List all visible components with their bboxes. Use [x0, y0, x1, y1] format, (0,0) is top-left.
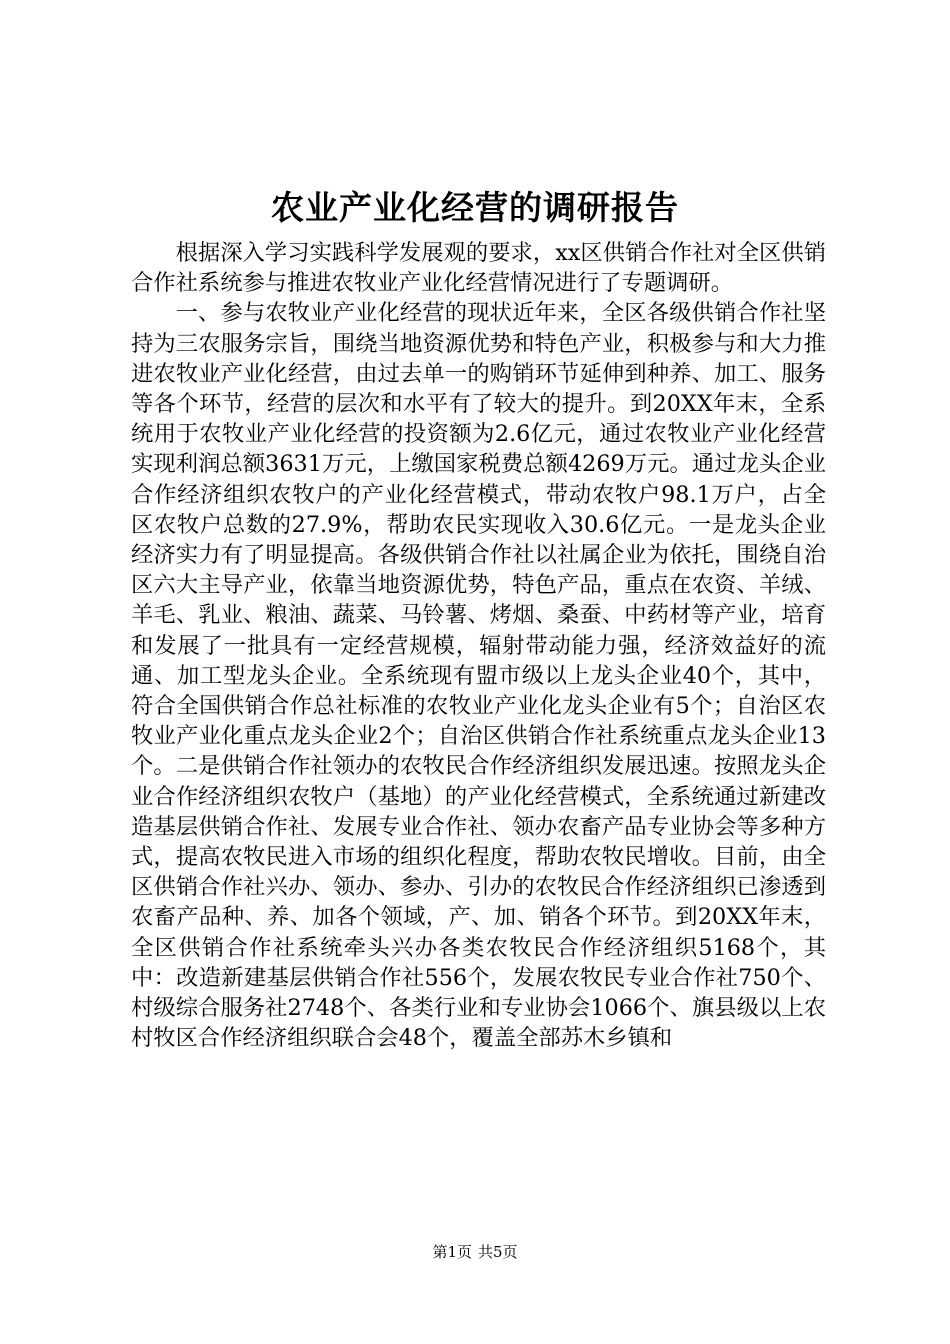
page-count: 共5页: [478, 1243, 518, 1261]
paragraph-current-status: 一、参与农牧业产业化经营的现状近年来，全区各级供销合作社坚持为三农服务宗旨，围绕当地资源优势和特色产业，积极参与和大力推进农牧业产业化经营，由过去单一的购销环节延伸到种养、加工、服务等各个环节，经营的层次和水平有了较大的提升。到20XX年末，全系统用于农牧业产业化经营的投资额为2.6亿元，通过农牧业产业化经营实现利润总额3631万元，上缴国家税费总额4269万元。通过龙头企业合作经济组织农牧户的产业化经营模式，带动农牧户98.1万户，占全区农牧户总数的27.9%，帮助农民实现收入30.6亿元。一是龙头企业经济实力有了明显提高。各级供销合作社以社属企业为依托，围绕自治区六大主导产业，依靠当地资源优势，特色产品，重点在农资、羊绒、羊毛、乳业、粮油、蔬菜、马铃薯、烤烟、桑蚕、中药材等产业，培育和发展了一批具有一定经营规模，辐射带动能力强，经济效益好的流通、加工型龙头企业。全系统现有盟市级以上龙头企业40个，其中，符合全国供销合作总社标准的农牧业产业化龙头企业有5个；自治区农牧业产业化重点龙头企业2个；自治区供销合作社系统重点龙头企业13个。二是供销合作社领办的农牧民合作经济组织发展迅速。按照龙头企业合作经济组织农牧户（基地）的产业化经营模式，全系统通过新建改造基层供销合作社、发展专业合作社、领办农畜产品专业协会等多种方式，提高农牧民进入市场的组织化程度，帮助农牧民增收。目前，由全区供销合作社兴办、领办、参办、引办的农牧民合作经济组织已渗透到农畜产品种、养、加各个领域，产、加、销各个环节。到20XX年末，全区供销合作社系统牵头兴办各类农牧民合作经济组织5168个，其中：改造新建基层供销合作社556个，发展农牧民专业合作社750个、村级综合服务社2748个、各类行业和专业协会1066个、旗县级以上农村牧区合作经济组织联合会48个，覆盖全部苏木乡镇和: [131, 300, 826, 1052]
document-body: [131, 238, 826, 1053]
page-number: 第1页: [432, 1243, 472, 1261]
page-footer: [0, 1241, 950, 1263]
document-title: 农业产业化经营的调研报告: [271, 188, 679, 227]
paragraph-intro: 根据深入学习实践科学发展观的要求，xx区供销合作社对全区供销合作社系统参与推进农牧业产业化经营情况进行了专题调研。: [131, 240, 826, 297]
